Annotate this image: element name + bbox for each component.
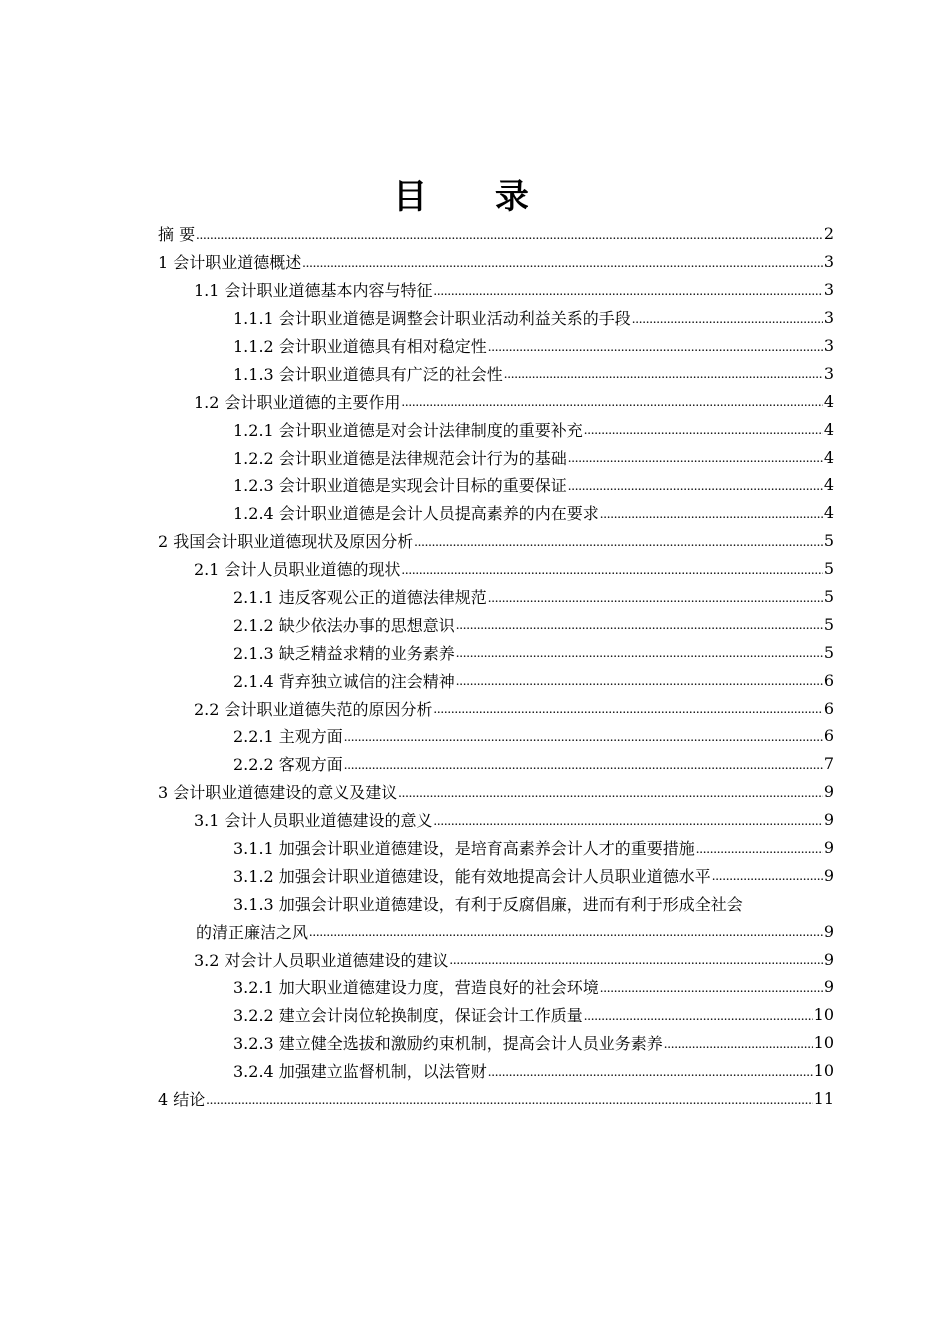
toc-entry-text: 3.2 对会计人员职业道德建设的建议 bbox=[194, 948, 449, 971]
toc-leader-dots bbox=[434, 810, 823, 830]
toc-entry[interactable] bbox=[158, 220, 834, 248]
toc-entry-text: 2 我国会计职业道德现状及原因分析 bbox=[158, 529, 413, 552]
toc-entry-text: 3.1.2 加强会计职业道德建设，能有效地提高会计人员职业道德水平 bbox=[233, 864, 711, 887]
toc-leader-dots bbox=[456, 670, 823, 690]
toc-page-number: 9 bbox=[823, 810, 834, 830]
toc-page-number: 6 bbox=[823, 698, 834, 718]
toc-page-number: 3 bbox=[823, 363, 834, 383]
toc-entry-text: 1 会计职业道德概述 bbox=[158, 250, 301, 273]
toc-entry-text: 2.1.2 缺少依法办事的思想意识 bbox=[233, 613, 455, 636]
toc-page-number: 4 bbox=[823, 391, 834, 411]
toc-page-number: 5 bbox=[823, 614, 834, 634]
toc-leader-dots bbox=[344, 754, 823, 774]
toc-leader-dots bbox=[600, 977, 823, 997]
toc-page-number: 3 bbox=[823, 308, 834, 328]
toc-entry[interactable] bbox=[158, 555, 834, 583]
page-title: 目 录 bbox=[393, 177, 557, 217]
toc-entry[interactable] bbox=[158, 332, 834, 360]
toc-leader-dots bbox=[584, 1005, 813, 1025]
toc-entry-wrapped-first-line[interactable]: 3.1.3 加强会计职业道德建设，有利于反腐倡廉，进而有利于形成全社会 bbox=[233, 894, 743, 914]
toc-page-number: 7 bbox=[823, 754, 834, 774]
toc-entry[interactable] bbox=[158, 694, 834, 722]
toc-page-number: 10 bbox=[813, 1033, 834, 1053]
table-of-contents bbox=[158, 220, 834, 1113]
toc-leader-dots bbox=[402, 559, 823, 579]
toc-entry-text: 1.1.1 会计职业道德是调整会计职业活动利益关系的手段 bbox=[233, 306, 631, 329]
toc-entry-text: 3.2.1 加大职业道德建设力度，营造良好的社会环境 bbox=[233, 975, 599, 998]
toc-entry[interactable] bbox=[158, 499, 834, 527]
toc-entry-text: 1.1.2 会计职业道德具有相对稳定性 bbox=[233, 334, 487, 357]
toc-entry[interactable] bbox=[158, 945, 834, 973]
toc-page-number: 9 bbox=[823, 977, 834, 997]
toc-entry[interactable] bbox=[158, 1057, 834, 1085]
toc-leader-dots bbox=[434, 698, 823, 718]
toc-entry[interactable] bbox=[158, 387, 834, 415]
toc-page-number: 5 bbox=[823, 587, 834, 607]
toc-leader-dots bbox=[434, 280, 823, 300]
toc-entry-text: 1.2.1 会计职业道德是对会计法律制度的重要补充 bbox=[233, 418, 583, 441]
toc-entry-text: 1.1 会计职业道德基本内容与特征 bbox=[194, 278, 433, 301]
toc-entry-text: 2.1.1 违反客观公正的道德法律规范 bbox=[233, 585, 487, 608]
toc-entry[interactable] bbox=[158, 610, 834, 638]
toc-page-number: 6 bbox=[823, 670, 834, 690]
toc-page-number: 4 bbox=[823, 419, 834, 439]
toc-leader-dots bbox=[568, 447, 823, 467]
toc-page-number: 11 bbox=[813, 1089, 834, 1109]
toc-leader-dots bbox=[488, 587, 823, 607]
toc-leader-dots bbox=[344, 726, 823, 746]
toc-entry[interactable] bbox=[158, 1085, 834, 1113]
toc-entry-text: 2.1.3 缺乏精益求精的业务素养 bbox=[233, 641, 455, 664]
toc-page-number: 3 bbox=[823, 336, 834, 355]
toc-leader-dots bbox=[696, 838, 823, 858]
toc-leader-dots bbox=[450, 949, 823, 969]
toc-entry[interactable] bbox=[158, 415, 834, 443]
toc-entry-text: 1.1.3 会计职业道德具有广泛的社会性 bbox=[233, 362, 503, 385]
toc-page-number: 9 bbox=[823, 949, 834, 969]
toc-entry-text: 3.2.2 建立会计岗位轮换制度，保证会计工作质量 bbox=[233, 1003, 583, 1026]
toc-entry-text: 2.2.2 客观方面 bbox=[233, 752, 343, 775]
toc-entry[interactable] bbox=[158, 1029, 834, 1057]
toc-leader-dots bbox=[456, 642, 823, 662]
toc-entry-text: 2.2.1 主观方面 bbox=[233, 724, 343, 747]
toc-entry-text: 的清正廉洁之风 bbox=[196, 920, 308, 943]
toc-page-number: 4 bbox=[823, 475, 834, 495]
toc-page-number: 5 bbox=[823, 531, 834, 551]
toc-page-number: 9 bbox=[823, 865, 834, 885]
toc-page-number: 4 bbox=[823, 503, 834, 523]
toc-leader-dots bbox=[398, 782, 823, 802]
toc-leader-dots bbox=[632, 308, 823, 328]
toc-entry-text: 3.1 会计人员职业道德建设的意义 bbox=[194, 808, 433, 831]
toc-leader-dots bbox=[584, 419, 823, 439]
toc-leader-dots bbox=[309, 921, 823, 941]
toc-entry-text: 1.2.2 会计职业道德是法律规范会计行为的基础 bbox=[233, 446, 567, 469]
toc-entry[interactable] bbox=[158, 861, 834, 889]
toc-entry[interactable] bbox=[158, 806, 834, 834]
toc-entry[interactable] bbox=[158, 359, 834, 387]
toc-entry[interactable] bbox=[158, 304, 834, 332]
toc-leader-dots bbox=[488, 336, 823, 356]
toc-leader-dots bbox=[196, 224, 823, 244]
toc-leader-dots bbox=[206, 1089, 812, 1109]
toc-page-number: 3 bbox=[823, 252, 834, 272]
toc-entry-text: 3.2.3 建立健全选拔和激励约束机制，提高会计人员业务素养 bbox=[233, 1031, 663, 1054]
toc-entry-text: 4 结论 bbox=[158, 1087, 205, 1110]
toc-entry[interactable] bbox=[158, 276, 834, 304]
toc-entry-text: 2.1 会计人员职业道德的现状 bbox=[194, 557, 401, 580]
toc-leader-dots bbox=[664, 1033, 813, 1053]
toc-entry-text: 3.1.1 加强会计职业道德建设，是培育高素养会计人才的重要措施 bbox=[233, 836, 695, 859]
toc-leader-dots bbox=[402, 391, 823, 411]
toc-page-number: 4 bbox=[823, 447, 834, 467]
toc-entry[interactable] bbox=[158, 1001, 834, 1029]
toc-page-number: 5 bbox=[823, 642, 834, 662]
toc-entry-text: 1.2 会计职业道德的主要作用 bbox=[194, 390, 401, 413]
toc-entry[interactable] bbox=[158, 750, 834, 778]
toc-entry[interactable] bbox=[158, 638, 834, 666]
toc-leader-dots bbox=[414, 531, 823, 551]
toc-entry-text: 2.2 会计职业道德失范的原因分析 bbox=[194, 697, 433, 720]
toc-page-number: 5 bbox=[823, 559, 834, 579]
toc-entry[interactable] bbox=[158, 443, 834, 471]
toc-entry[interactable] bbox=[158, 722, 834, 750]
toc-entry-text: 1.2.4 会计职业道德是会计人员提高素养的内在要求 bbox=[233, 501, 599, 524]
toc-page-number: 9 bbox=[823, 921, 834, 941]
toc-entry[interactable] bbox=[158, 583, 834, 611]
toc-page-number: 9 bbox=[823, 782, 834, 802]
toc-entry-text: 1.2.3 会计职业道德是实现会计目标的重要保证 bbox=[233, 473, 567, 496]
toc-entry[interactable] bbox=[158, 973, 834, 1001]
toc-page-number: 10 bbox=[813, 1061, 834, 1081]
toc-page-number: 10 bbox=[813, 1005, 834, 1025]
toc-entry-text: 2.1.4 背弃独立诚信的注会精神 bbox=[233, 669, 455, 692]
toc-leader-dots bbox=[600, 503, 823, 523]
toc-leader-dots bbox=[568, 475, 823, 495]
toc-page-number: 9 bbox=[823, 838, 834, 858]
toc-leader-dots bbox=[456, 614, 823, 634]
toc-page-number: 3 bbox=[823, 280, 834, 300]
toc-leader-dots bbox=[712, 865, 823, 885]
toc-entry-text: 3.2.4 加强建立监督机制，以法管财 bbox=[233, 1059, 487, 1082]
toc-entry[interactable] bbox=[158, 834, 834, 862]
toc-leader-dots bbox=[504, 363, 823, 383]
toc-entry[interactable] bbox=[158, 527, 834, 555]
toc-entry[interactable] bbox=[158, 471, 834, 499]
toc-page-number: 2 bbox=[823, 224, 834, 244]
toc-leader-dots bbox=[302, 252, 823, 272]
toc-entry[interactable] bbox=[158, 248, 834, 276]
toc-entry[interactable] bbox=[158, 917, 834, 945]
toc-page-number: 6 bbox=[823, 726, 834, 746]
toc-entry-text: 摘 要 bbox=[158, 222, 195, 245]
toc-entry[interactable] bbox=[158, 666, 834, 694]
toc-entry-text: 3 会计职业道德建设的意义及建议 bbox=[158, 780, 397, 803]
toc-entry[interactable] bbox=[158, 778, 834, 806]
toc-leader-dots bbox=[488, 1061, 813, 1081]
